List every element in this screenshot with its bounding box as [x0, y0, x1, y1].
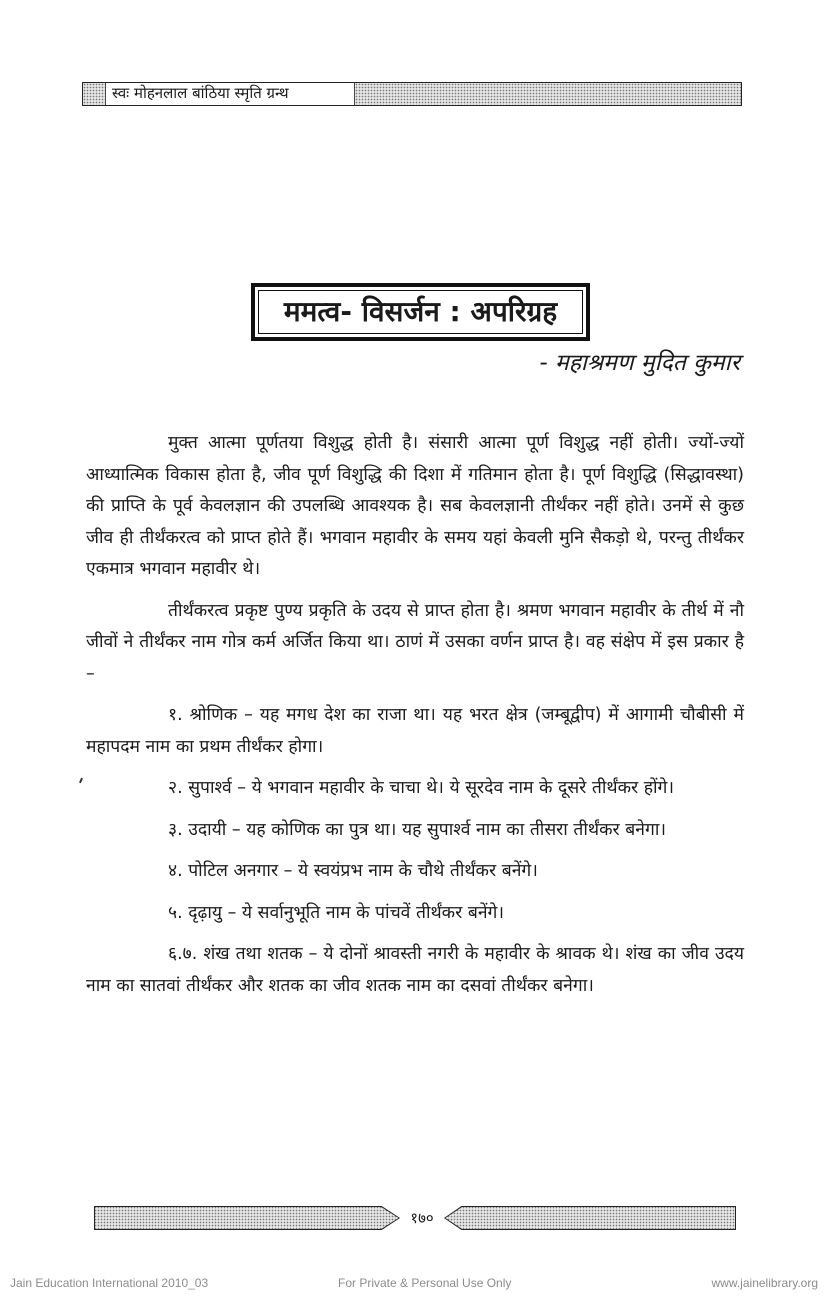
- watermark-publisher: Jain Education International 2010_03: [10, 1276, 209, 1290]
- running-header-title: स्वः मोहनलाल बांठिया स्मृति ग्रन्थ: [105, 83, 355, 105]
- running-header: [82, 82, 742, 106]
- scan-stray-mark: [79, 778, 83, 783]
- watermark-usage-notice: For Private & Personal Use Only: [338, 1276, 512, 1290]
- list-item: ४. पोटिल अनगार – ये स्वयंप्रभ नाम के चौथे तीर्थंकर बनेंगे।: [168, 861, 538, 881]
- header-dotted-ornament-right: [355, 83, 741, 105]
- list-item: ५. दृढ़ायु – ये सर्वानुभूति नाम के पांचवें तीर्थंकर बनेंगे।: [168, 902, 505, 923]
- article-title: ममत्व- विसर्जन : अपरिग्रह: [258, 290, 583, 334]
- paragraph: तीर्थंकरत्व प्रकृष्ट पुण्य प्रकृति के उदय से प्राप्त होता है। श्रमण भगवान महावीर के तीर्थ में नौ जीवों ने तीर्थंकर नाम गोत्र कर्म अर्जित किया था। ठाणं में उसका वर्णन प्राप्त है। वह संक्षेप में इस प्रकार है –: [86, 600, 744, 684]
- article-title-box: [251, 283, 590, 341]
- article-body: [86, 428, 744, 1002]
- footer-arrow-ornament-right: [444, 1206, 736, 1230]
- article-author: - महाश्रमण मुदित कुमार: [539, 350, 740, 376]
- paragraph: मुक्त आत्मा पूर्णतया विशुद्ध होती है। संसारी आत्मा पूर्ण विशुद्ध नहीं होती। ज्यों-ज्यों आध्यात्मिक विकास होता है, जीव पूर्ण विशुद्धि की दिशा में गतिमान होता है। पूर्ण विशुद्धि (सिद्धावस्था) की प्राप्ति के पूर्व केवलज्ञान की उपलब्धि आवश्यक है। सब केवलज्ञानी तीर्थंकर नहीं होते। उनमें से कुछ जीव ही तीर्थंकरत्व को प्राप्त होते हैं। भगवान महावीर के समय यहां केवली मुनि सैकड़ो थे, परन्तु तीर्थंकर एकमात्र भगवान महावीर थे।: [86, 433, 744, 579]
- footer-arrow-ornament-left: [94, 1206, 400, 1230]
- list-item: ३. उदायी – यह कोणिक का पुत्र था। यह सुपार्श्व नाम का तीसरा तीर्थंकर बनेगा।: [168, 819, 666, 840]
- list-item: १. श्रोणिक – यह मगध देश का राजा था। यह भरत क्षेत्र (जम्बूद्वीप) में आगामी चौबीसी में महापदम नाम का प्रथम तीर्थंकर होगा।: [86, 705, 744, 757]
- list-item: २. सुपार्श्व – ये भगवान महावीर के चाचा थे। ये सूरदेव नाम के दूसरे तीर्थंकर होंगे।: [168, 778, 675, 798]
- header-dotted-ornament-left: [83, 83, 105, 105]
- page-number: १७०: [410, 1209, 434, 1227]
- page-number-footer: [94, 1206, 736, 1230]
- watermark-website-link[interactable]: www.jainelibrary.org: [711, 1276, 818, 1290]
- list-item: ६.७. शंख तथा शतक – ये दोनों श्रावस्ती नगरी के महावीर के श्रावक थे। शंख का जीव उदय नाम का सातवां तीर्थंकर और शतक का जीव शतक नाम का दसवां तीर्थंकर बनेगा।: [86, 944, 744, 996]
